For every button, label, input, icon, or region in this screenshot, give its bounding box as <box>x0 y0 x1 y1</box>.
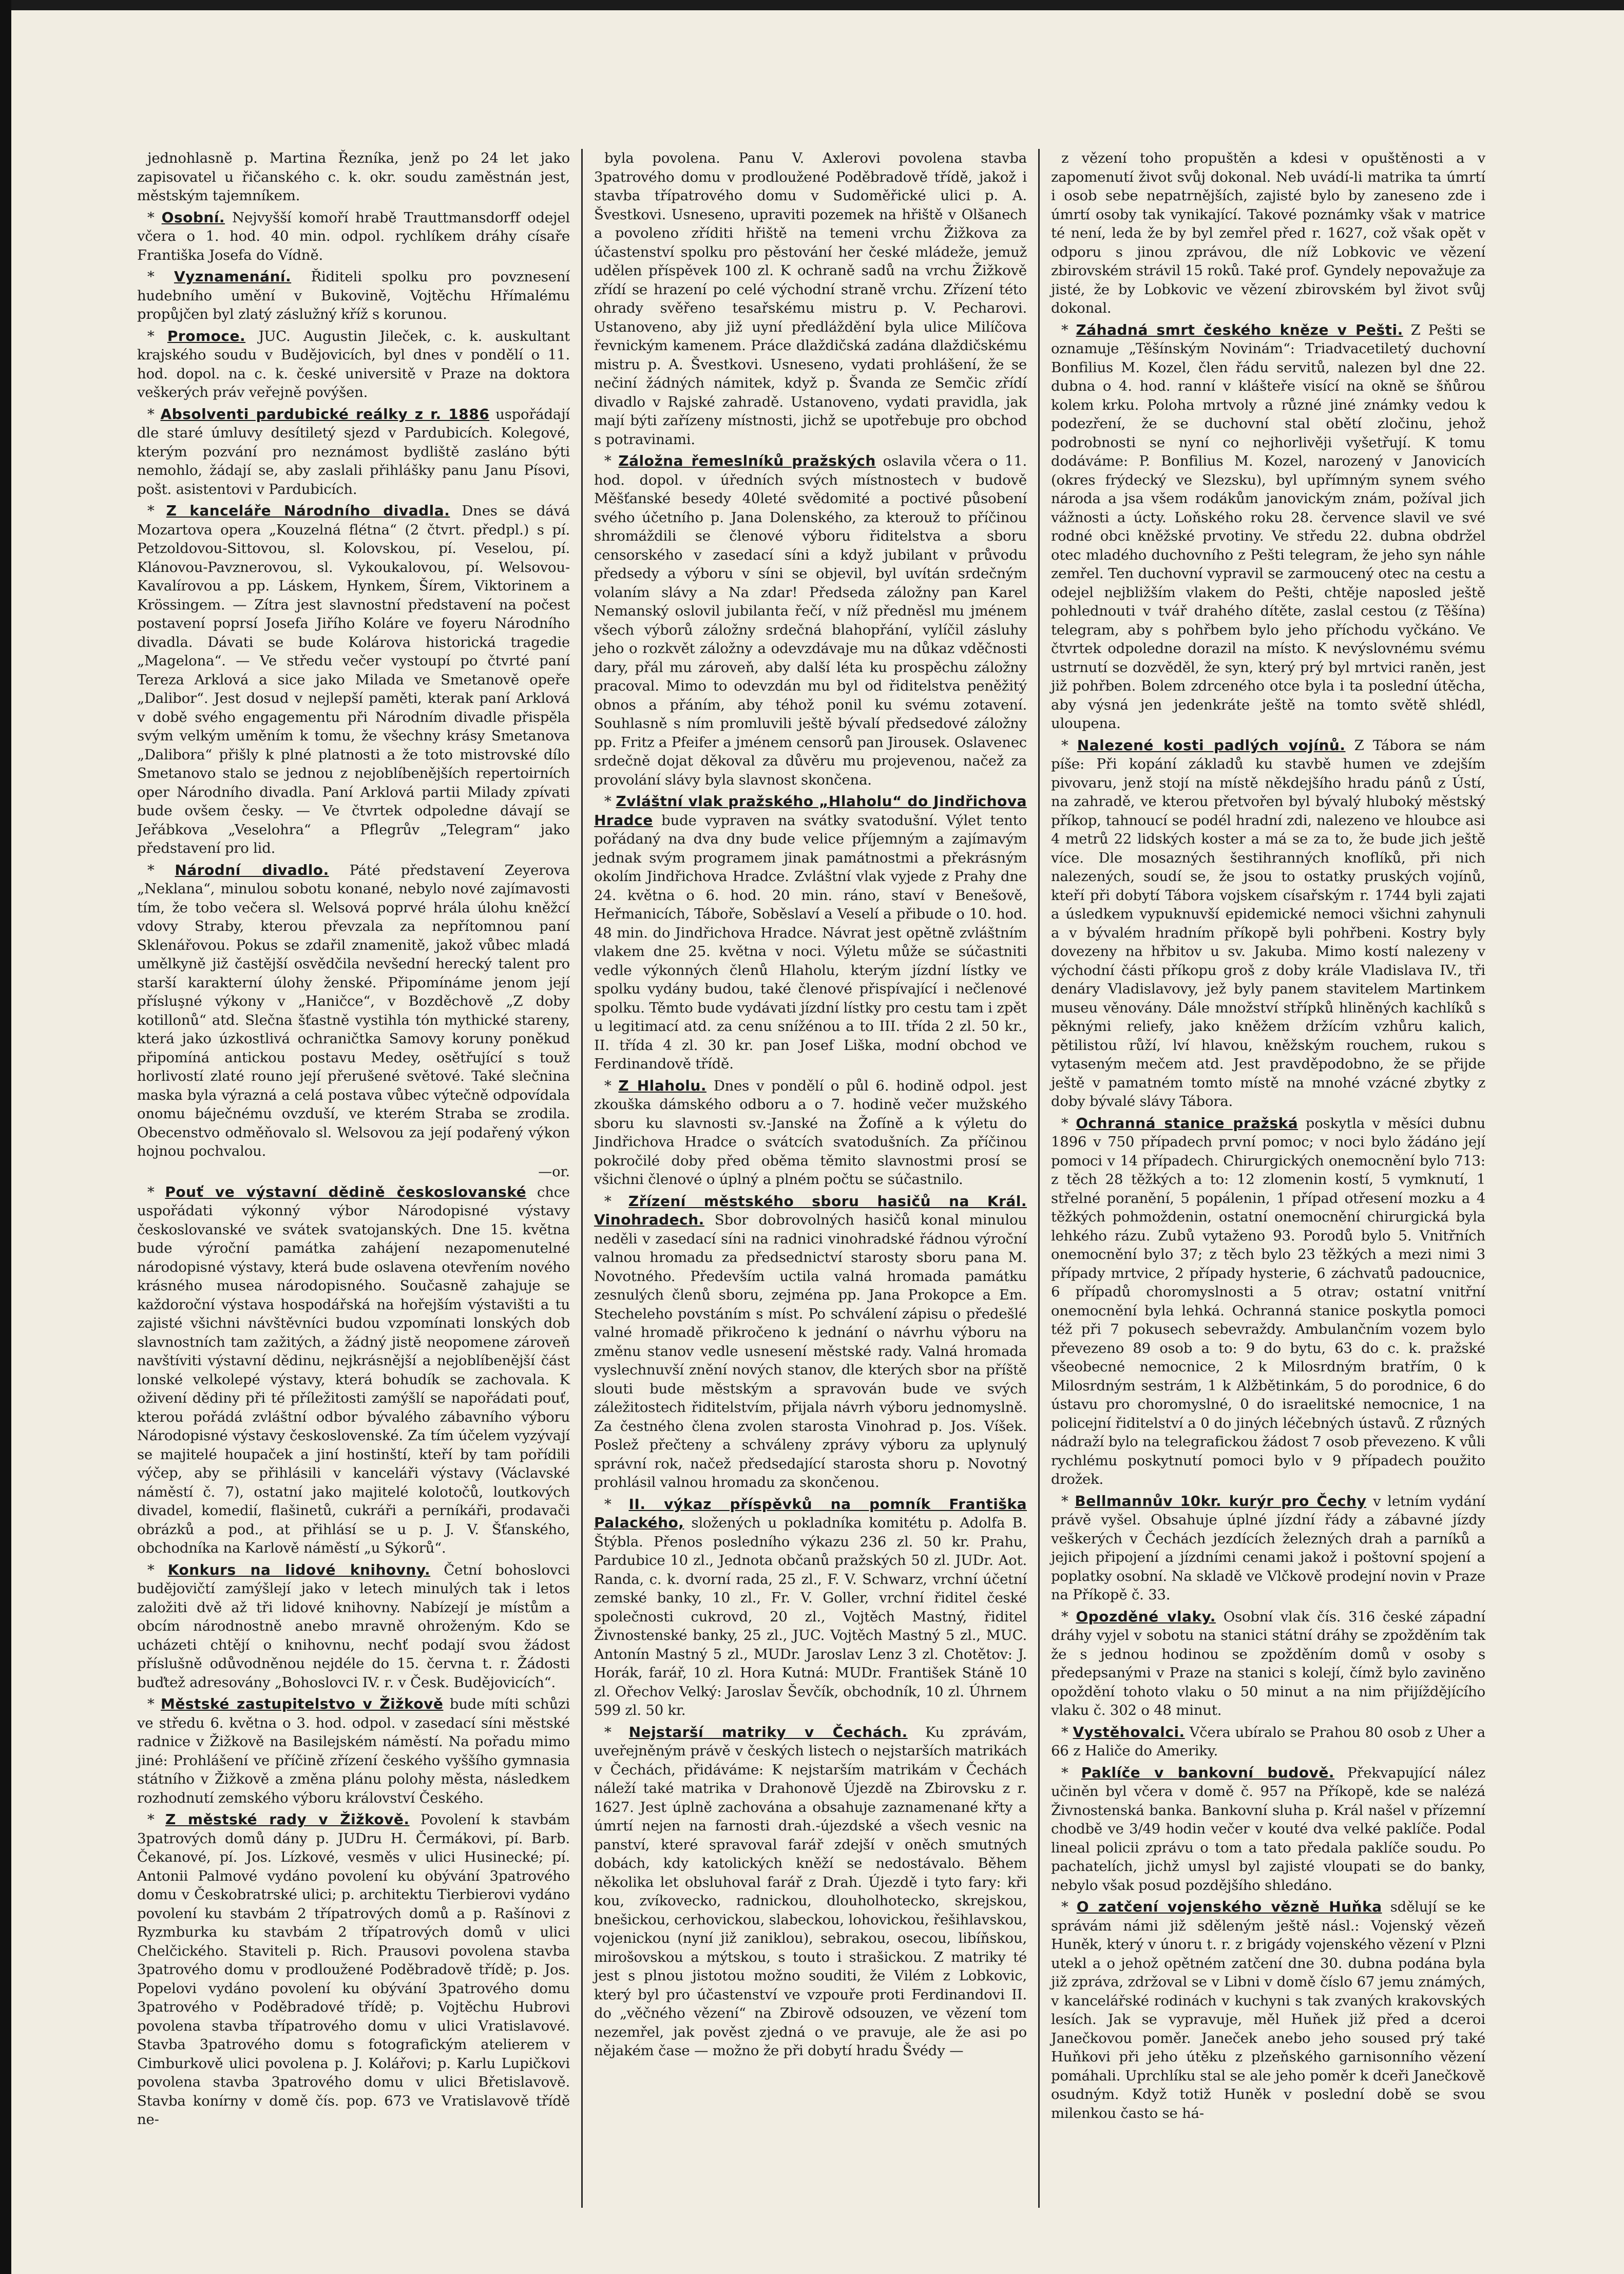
article-paragraph <box>137 861 570 1161</box>
article-paragraph <box>137 208 570 265</box>
article-paragraph <box>1051 1898 1485 2123</box>
article-paragraph <box>137 327 570 402</box>
article-paragraph <box>1051 736 1485 1111</box>
article-text: Překvapující nález učiněn byl včera v domě č. 957 na Příkopě, kde se nalézá Živnostenská banka. Bankovní sluha p. Král našel v přízemní chodbě ve 3/49 hodin večer v kouté dva velké paklíče. Podal lineal policii zprávu o tom a tato předala paklíče soudu. Po pachatelích, jichž umysl byl zajisté vloupati se do banky, nebylo však posud pozdějšího shledáno. <box>1051 1764 1485 1894</box>
article-text: Z Pešti se oznamuje „Těšínským Novinám“: Triadvacetiletý duchovní Bonfilius M. Kozel, člen řádu servitů, nalezen byl dne 22. dubna o 4. hod. ranní v klášteře visící na okně se šňůrou kolem krku. Poloha mrtvoly a různé jiné známky vedou k podezření, že se duchovní stal obětí zločinu, jehož podrobnosti se nyní co nejhorlivěji vyšetřují. K tomu dodáváme: P. Bonfilius M. Kozel, narozený v Janovicích (okres frýdecký ve Slezsku), byl upřímným synem svého národa a jsa všem rodákům janovickým znám, požíval jich vážnosti a úcty. Loňského roku 28. července slavil ve své rodné obci kněžské prvotiny. Ve středu 22. dubna obdržel otec mladého duchovního z Pešti telegram, že jeho syn náhle zemřel. Ten duchovní vypravil se zarmoucený otec na cestu a odejel nejbližším vlakem do Pešti, chtěje naposled ještě pohlednouti v tvář drahého dítěte, zaslal cestou (z Těšína) telegram, aby s pohřbem bylo jeho příchodu vyčkáno. Ve čtvrtek odpoledne dorazil na místo. K nevýslovnému svému ustrnutí se dozvěděl, že syn, který prý byl mrtvici raněn, jest již pohřben. Bolem zdrceného otce byla i ta poslední útěcha, aby výsná jen jedenkráte ještě na tomto světě shlédl, uloupena. <box>1051 321 1485 732</box>
article-heading: Vystěhovalci. <box>1073 1723 1185 1741</box>
article-marker: * <box>1061 1764 1081 1781</box>
article-paragraph <box>1051 149 1485 318</box>
article-heading: Nalezené kosti padlých vojínů. <box>1077 736 1346 754</box>
article-marker: * <box>1061 1608 1076 1625</box>
article-text: z vězení toho propuštěn a kdesi v opuštěnosti a v zapomenutí život svůj dokonal. Neb uvádí-li matrika ta úmrtí i osob sebe nepatrnějších, zajisté bylo by zaneseno zde i úmrtí osoby tak vynikající. Takové poznámky však v matrice té není, leda že by byl zemřel před r. 1627, což však opět v odporu s jinou zprávou, dle níž Lobkovic ve vězení zbirovském strávil 15 roků. Také prof. Gyndely nepovažuje za jisté, že by Lobkovic ve vězení zbirovském byl život svůj dokonal. <box>1051 150 1485 316</box>
article-paragraph <box>1051 1114 1485 1489</box>
article-heading: Z městské rady v Žižkově. <box>165 1811 410 1828</box>
article-marker: * <box>604 793 616 810</box>
article-heading: Národní divadlo. <box>175 861 329 878</box>
article-marker: * <box>147 269 174 285</box>
article-marker: * <box>147 1183 165 1200</box>
article-paragraph <box>1051 1723 1485 1761</box>
article-text: Ku zprávám, uveřejněným právě v českých listech o nejstarších matrikách v Čechách, přidáváme: K nejstarším matrikám v Čechách náleží také matrika v Drahonově Újezdě na Zbirovsku z r. 1627. Jest úplně zachována a obsahuje zaznamenané křty a úmrtí nejen na farnosti drah.-újezdské a všech vesnic na panství, které spravoval farář zdejší v oněch smutných dobách, kdy katolických kněží se nedostávalo. Během několika let obsluhoval farář z Drah. Újezdě i tyto fary: kři kou, zvíkovecko, radnickou, dlouholhotecko, skrejskou, bnešickou, cerhovickou, slabeckou, lohovickou, řešihlavskou, vojenickou (nyní již zaniklou), sebrakou, osecou, libíňskou, mirošovskou a mýtskou, s touto i strašickou. Z matriky té jest s plnou jistotou možno souditi, že Vilém z Lobkovic, který byl pro účastenství ve vzpouře proti Ferdinandovi II. do „věčného vězení“ na Zbirově odsouzen, ve vězení tom nezemřel, jak pověst zjedná o ve pravuje, ale že asi po nějakém čase — možno že při dobytí hradu Švédy — <box>594 1724 1027 2059</box>
article-paragraph <box>594 1077 1027 1189</box>
article-text: uspořádají dle staré úmluvy desítiletý sjezd v Pardubicích. Kolegové, kterým pozvání pro neznámost bydliště zasláno býti nemohlo, žádají se, aby zaslali přihlášky panu Janu Písovi, pošt. asistentovi v Pardubicích. <box>137 406 570 498</box>
article-heading: II. výkaz příspěvků na pomník Františka Palackého, <box>594 1495 1027 1531</box>
article-text: Řiditeli spolku pro povznesení hudebního umění v Bukovině, Vojtěchu Hřímalému propůjčen byl zlatý záslužný kříž s korunou. <box>137 269 570 322</box>
article-text: bude vypraven na svátky svatodušní. Výlet tento pořádaný na dva dny bude velice příjemným a zajímavým jednak svým programem jinak památnostmi a překrásným okolím Jindřichova Hradce. Zvláštní vlak vyjede z Prahy dne 24. května o 6. hod. 20 min. ráno, staví v Benešově, Heřmanicích, Táboře, Soběslaví a Veselí a přibude o 10. hod. 48 min. do Jindřichova Hradce. Návrat jest opětně zvláštním vlakem dne 25. května v noci. Výletu může se súčastniti vedle výkonných členů Hlaholu, kterým jízdní lístky ve spolku vydány budou, také členové přispívající i nečlenové spolku. Těmto bude vydávati jízdní lístky pro cestu tam i zpět u legitimací atd. za cenu snížénou a to III. třída 2 zl. 50 kr., II. třída 4 zl. 30 kr. pan Josef Liška, modní obchod ve Ferdinandově třídě. <box>594 812 1027 1072</box>
article-signature <box>137 1164 570 1180</box>
article-paragraph <box>594 149 1027 449</box>
article-marker: * <box>147 1561 168 1578</box>
article-heading: Zvláštní vlak pražského „Hlaholu“ do Jindřichova Hradce <box>594 793 1027 829</box>
article-text: Sbor dobrovolných hasičů konal minulou neděli v zasedací síni na radnici vinohradské řádnou výroční valnou hromadu za předsednictví starosty sboru pana M. Novotného. Především uctila valná hromada památku zesnulých členů sboru, zejména pp. Jana Prokopce a Em. Stecheleho povstáním s míst. Po schválení zápisu o předešlé valné hromadě přikročeno k jednání o návrhu výboru na změnu stanov vedle usnesení městské rady. Valná hromada vyslechnuvší znění nových stanov, dle kterých sbor na příště slouti bude městským a spravován bude ve svých záležitostech řiditelstvím, přijala návrh výboru jednomyslně. Za čestného člena zvolen starosta Vinohrad p. Jos. Víšek. Poslež přečteny a schváleny zprávy výboru za uplynulý správní rok, načež předsedající starosta shoru p. Novotný prohlásil valnou hromadu za skončenou. <box>594 1212 1027 1490</box>
article-paragraph <box>594 452 1027 789</box>
article-heading: Vyznamenání. <box>174 268 292 285</box>
article-marker: * <box>1061 1724 1073 1741</box>
article-paragraph <box>594 1495 1027 1720</box>
article-heading: Ochranná stanice pražská <box>1076 1114 1298 1132</box>
article-heading: Z kanceláře Národního divadla. <box>166 502 450 519</box>
article-heading: Nejstarší matriky v Čechách. <box>628 1723 908 1741</box>
article-marker: * <box>1061 737 1077 754</box>
article-text: v letním vydání právě vyšel. Obsahuje úplné jízdní řády a zábavné jízdy veškerých v Čechách jezdících železných drah a parníků a jejich připojení a jízdními cenami jakož i poštovní spojení a poplatky osobní. Na skladě ve Vlčkově prodejní novin v Praze na Příkopě č. 33. <box>1051 1493 1485 1603</box>
article-text: JUC. Augustin Jileček, c. k. auskultant krajského soudu v Budějovicích, byl dnes v pondělí o 11. hod. dopol. na c. k. české universitě v Praze na doktora veškerých práv veřejně povýšen. <box>137 328 570 400</box>
article-marker: * <box>1061 321 1076 338</box>
article-heading: Městské zastupitelstvo v Žižkově <box>160 1695 444 1712</box>
article-paragraph <box>594 792 1027 1074</box>
article-heading: Záložna řemeslníků pražských <box>618 452 876 469</box>
article-heading: Osobní. <box>161 208 225 226</box>
article-text: složených u pokladníka komitétu p. Adolfa B. Štýbla. Přenos posledního výkazu 236 zl. 50 kr. Prahu, Pardubice 10 zl., Jednota občanů pražských 50 zl. JUDr. Aot. Randa, c. k. dvorní rada, 25 zl., F. V. Schwarz, vrchní účetní zemské banky, 10 zl., Fr. V. Goller, vrchní řiditel české společnosti cukrovd, 20 zl., Vojtěch Mastný, řiditel Živnostenské banky, 25 zl., JUC. Vojtěch Mastný 5 zl., MUC. Antonín Mastný 5 zl., MUDr. Jaroslav Lenz 3 zl. Chotětov: J. Horák, farář, 10 zl. Hora Kutná: MUDr. František Stáně 10 zl. Ořechov Velký: Jaroslav Ševčík, obchodník, 10 zl. Úhrnem 599 zl. 50 kr. <box>594 1515 1027 1718</box>
article-paragraph <box>1051 1764 1485 1895</box>
article-text: Včera ubíralo se Prahou 80 osob z Uher a 66 z Haliče do Ameriky. <box>1051 1724 1486 1759</box>
article-marker: * <box>604 1496 629 1513</box>
article-text: bude míti schůzi ve středu 6. května o 3. hod. odpol. v zasedací síni městské radnice v Žižkově na Basilejském náměstí. Na pořadu mimo jiné: Prohlášení ve příčině zřízení českého vyššího gymnasia státního v Žižkově a změna plánu polohy města, následkem rozhodnutí zemského výboru království Českého. <box>137 1696 570 1806</box>
article-marker: * <box>1061 1899 1077 1915</box>
article-text: Dnes v pondělí o půl 6. hodině odpol. jest zkouška dámského odboru a o 7. hodině večer mužského sboru ku slavnosti sv.-Janské na Žofíně a k výletu do Jindřichova Hradce o svátcích svatodušních. Za příčinou pokročilé doby před oběma těmito slavnostmi prosí se všichni členové o úplný a plném počtu se súčastnilo. <box>594 1077 1027 1188</box>
article-heading: Absolventi pardubické reálky z r. 1886 <box>160 405 490 423</box>
article-marker: * <box>147 406 161 423</box>
article-paragraph <box>137 502 570 858</box>
article-text: oslavila včera o 11. hod. dopol. v úředních svých místnostech v budově Měšťanské besedy 40leté svědomité a poctivé působení svého účetního p. Jana Dolenského, za kterouž to příčinou shromáždili se členové výboru řiditelstva a sboru censorského v zasedací síni a když jubilant v průvodu předsedy a výboru v síni se objevil, byl uvítán srdečným volaním slávy a Na zdar! Předseda záložny pan Karel Nemanský oslovil jubilanta řečí, v níž předněsl mu jménem všech výborů záložny srdečná blahopřání, vylíčil zásluhy jeho o rozkvět záložny a odevzdávaje mu na důkaz vděčnosti dary, přál mu zároveň, aby další léta ku prospěchu záložny pracoval. Mimo to odevzdán mu byl od řiditelstva peněžitý obnos a přáním, aby téhož ponil ku svému zotavení. Souhlasně s ním promluvili ještě bývalí předsedové záložny pp. Fritz a Pfeifer a jménem censorů pan Jirousek. Oslavenec srdečně dojat děkoval za důvěru mu projevenou, načež za provolání slávy byla slavnost skončena. <box>594 453 1027 788</box>
article-marker: * <box>147 328 167 345</box>
column-1 <box>126 149 583 2208</box>
article-text: Páté představení Zeyerova „Neklana“, minulou sobotu konané, nebylo nové zajímavosti tím, že tobo večera sl. Welsová poprvé hrála úlohu kněžcí vdovy Straby, kterou převzala za nepřítomnou paní Sklenářovou. Pokus se zdařil znamenitě, jakož vůbec mladá umělkyně již častější osvědčila nevšední herecký talent pro starší karakterní úlohy ženské. Připomínáme jenom její přísluşné výkony v „Haničce“, v Bozděchově „Z doby kotillonů“ atd. Slečna šťastně vystihla tón mythické stareny, která jako úzkostlivá ochraničtka Samovy koruny poněkud připomíná antickou postavu Medey, osětřující s touž horlivostí zlaté rouno její přerušené světové. Také slečnina maska byla výrazná a celá postava vůbec výtečně odpovídala onomu báječnému ovzduší, ve kterém Straba se zrodila. Obecenstvo odměňovalo sl. Welsovou za její podařený výkon hojnou pochvalou. <box>137 862 570 1159</box>
article-marker: * <box>147 503 166 519</box>
article-text: Z Tábora se nám píše: Při kopání základů ku stavbě humen ve zdejším pivovaru, jenž stojí na místě někdejšího hradu pánů z Ústí, na zahradě, ve kterou přetvořen byl bývalý hluboký městský příkop, tahnoucí se podél hradní zdi, nalezeno ve hloubce asi 4 metrů 22 lidských koster a má se za to, že bude jich ještě více. Dle mosazných šestihranných knoflíků, při nich nalezených, soudí se, že jsou to ostatky pruských vojínů, kteří při dobytí Tábora vojskem císařským r. 1744 byli zajati a úsledkem vypuknuvší epidemické nemoci všichni zahynuli a v bývalém hradním příkopě byli pohřbeni. Kostry byly dovezeny na hřbitov u sv. Jakuba. Mimo kostí nalezeny v východní části příkopu groš z doby krále Vladislava IV., tři denáry Vladislavovy, jež byly panem stavitelem Martinkem museu věnovány. Dále množství střípků hliněných kachlíků s pěknými reliefy, jako kněžem držícím vzhůru kalich, pětilistou růží, lví hlavou, kněžským rouchem, rukou s vytaseným mečem atd. Jest pravděpodobno, že se přijde ještě v pamatném tomto místě na mnohé vzácné zbytky z doby bývalé slávy Tábora. <box>1051 737 1485 1110</box>
article-text: Povolení k stavbám 3patrových domů dány p. JUDru H. Čermákovi, pí. Barb. Čekanové, pí. Jos. Lízkové, vesměs v ulici Husinecké; pí. Antonii Palmové vydáno povolení ku obývání 3patrového domu v Českobratrské ulici; p. architektu Tierbierovi vydáno povolení ku stavbám 2 třípatrových domů a p. Rašínovi z Ryzmburka ku stavbám 2 třípatrových domů v ulici Chelčického. Staviteli p. Rich. Prausovi povolena stavba 3patrového domu v prodloužené Poděbradově třídě; p. Jos. Popelovi vydáno povolení ku obývání 3patrového domu 3patrového v Poděbradové třídě; p. Vojtěchu Hubrovi povolena stavba třípatrového domu v ulici Vratislavové. Stavba 3patrového domu s fotografickým atelierem v Cimburkově ulici povolena p. J. Kolářovi; p. Karlu Lupičkovi povolena stavba 3patrového domu v ulici Břetislavově. Stavba konírny v domě čís. pop. 673 ve Vratislavově třídě ne- <box>137 1811 570 2128</box>
article-text: poskytla v měsíci dubnu 1896 v 750 případech první pomoc; v noci bylo žádáno její pomoci v 14 případech. Chirurgických onemocnění bylo 713: z těch 28 těžkých a to: 12 zlomenin kostí, 5 vymknutí, 1 střelné poranění, 5 popálenin, 1 případ otřesení mozku a 4 těžkých pohmoždenin, ostatní onemocnění chirurgická byla lehkého rázu. Zubů vytaženo 93. Porodů bylo 5. Vnitřních onemocnění bylo 37; z těch bylo 23 těžkých a mezi nimi 3 případy mrtvice, 2 případy hysterie, 6 záchvatů padoucnice, 6 případů choromyslnosti a 5 otrav; ostatní vnitřní onemocnění byla lehká. Ochranná stanice poskytla pomoci též při 7 pokusech sebevraždy. Ambulančním vozem bylo převezeno 89 osob a to: 9 do bytu, 63 do c. k. pražské všeobecné nemocnice, 2 k Milosrdným bratřím, 0 k Milosrdným sestrám, 1 k Alžbětinkám, 5 do porodnice, 6 do ústavu pro choromyslné, 0 do israelitské nemocnice, 1 na policejní řiditelství a 0 do jiných léčebných ústavů. Z různých nádraží bylo na telegrafickou žádost 7 osob převezeno. K vůli rychlému poskytnutí pomoci bylo v 9 případech použito drožek. <box>1051 1115 1485 1487</box>
article-heading: Záhadná smrt českého kněze v Pešti. <box>1076 321 1403 338</box>
article-paragraph <box>594 1192 1027 1492</box>
article-paragraph <box>1051 321 1485 733</box>
article-text: jednohlasně p. Martina Řezníka, jenž po 24 let jako zapisovatel u řičanského c. k. okr. soudu zaměstnán jest, městským tajemníkem. <box>137 150 570 204</box>
article-marker: * <box>604 1077 619 1094</box>
article-paragraph <box>1051 1492 1485 1604</box>
article-heading: Promoce. <box>167 327 246 345</box>
article-text: Nejvyšší komoří hrabě Trauttmansdorff odejel včera o 1. hod. 40 min. odpol. rychlíkem dráhy císaře Františka Josefa do Vídně. <box>137 209 570 263</box>
article-paragraph <box>137 149 570 205</box>
article-heading: Opozděné vlaky. <box>1076 1608 1216 1625</box>
article-paragraph <box>137 405 570 499</box>
column-2 <box>583 149 1040 2208</box>
scan-edge-left <box>0 0 11 2274</box>
article-marker: * <box>1061 1115 1076 1132</box>
article-marker: * <box>604 453 619 469</box>
scan-edge-top <box>0 0 1624 10</box>
article-text: sdělují se ke správám námi již sděleným ještě násl.: Vojenský vězeň Huněk, který v únoru t. r. z brigády vojenského vězení v Plzni utekl a o jehož opětném zatčení dne 30. dubna podána byla již zpráva, zdržoval se v Libni v domě číslo 67 jemu známých, v kancelářské rodinách v kuchyni s tak zvaných krakovských lesích. Jak se vypravuje, měl Huňek již před a dceroi Janečkovou poměr. Janeček anebo jeho soused prý také Huňkovi při jeho útěku z plzeňského garnisonního vězení pomáhali. Uprchlíku stal se ale jeho poměr k dceři Janečkově osudným. Když totiž Huněk v poslední době se svou milenkou často se há- <box>1051 1899 1486 2122</box>
article-marker: * <box>604 1724 629 1741</box>
article-marker: * <box>1061 1493 1075 1509</box>
article-marker: * <box>147 209 162 226</box>
column-3 <box>1040 149 1497 2208</box>
article-marker: * <box>147 862 175 878</box>
article-text: byla povolena. Panu V. Axlerovi povolena stavba 3patrového domu v prodloužené Poděbradově třídě, jakož i stavba třípatrového domu v Sudoměřické ulici p. A. Švestkovi. Usneseno, upraviti pozemek na hřiště v Olšanech a povoleno zříditi hřiště na temeni vrchu Žižkova za účastenství spolku pro pěstování her české mládeže, jemuž udělen příspěvek 100 zl. K ochraně sadů na vrchu Žižkově zřídí se hrazení po celé východní straně vrchu. Zřízení této ohrady svěřeno tesařskému mistru p. V. Pecharovi. Ustanoveno, aby již uyní předláždění byla ulice Milíčova řevnickým kamenem. Práce dlaždičská zadána dlaždičskému mistru p. A. Švestkovi. Usneseno, vydati prohlášení, že se nečiní žádných námitek, když p. Švanda ze Semčic zřídí divadlo v Rajské zahradě. Ustanoveno, vydati pravidla, jak mají býti zařízeny místnosti, jichž se upotřebuje pro obchod s potravinami. <box>594 150 1027 448</box>
text-columns <box>126 149 1497 2208</box>
article-heading: Konkurs na lidové knihovny. <box>167 1561 431 1578</box>
article-text: Dnes se dává Mozartova opera „Kouzelná flétna“ (2 čtvrt. předpl.) s pí. Petzoldovou-Sittovou, sl. Kolovskou, pí. Veselou, pí. Klánovou-Pavznerovou, sl. Vykoukalovou, pí. Welsovou-Kavalírovou a pp. Láskem, Hynkem, Šírem, Viktorinem a Krössingem. — Zítra jest slavnostní představení na počest postavení poprsí Josefa Jiřího Koláre ve foyeru Národního divadla. Dávati se bude Kolárova historická tragedie „Magelona“. — Ve středu večer vystoupí po čtvrté paní Tereza Arklová a sice jako Milada ve Smetanově opeře „Dalibor“. Jest dosud v nejlepší paměti, kterak paní Arklová v době svého engagementu při Národním divadle přispěla svým velkým uměním k tomu, že všechny krásy Smetanova „Dalibora“ přišly k plné platnosti a že toto mistrovské dílo Smetanovo stalo se jednou z nejoblíbenějších repertoirních oper Národního divadla. Paní Arklová partii Milady zpívati bude ovšem česky. — Ve čtvrtek odpoledne dávají se Jeřábkova „Veselohra“ a Pflegrův „Telegram“ jako představení pro lid. <box>137 503 570 856</box>
article-paragraph <box>137 1810 570 2129</box>
article-paragraph <box>137 267 570 324</box>
article-text: chce uspořádati výkonný výbor Národopisné výstavy českoslovanské ve svátek svatojanských. Dne 15. května bude výroční památka zahájení nezapomenutelné národopisné výstavy, která bude oslavena otevřením nového krásného musea národopisného. Současně zahajuje se každoroční výstava hospodářská na hořejším výstavišti a tu zajisté všichni návštěvníci budou vzpomínati lonských dob slavnostních tam zažitých, a žádný jistě neopomene zároveň navštíviti výstavní dědinu, nejkrásnější a nejoblíbenější část lonské velkolepé výstavy, která bohudík se zachovala. K oživení dědiny při té příležitosti zamýšlí se napořádati pouť, kterou pořádá zvláštní odbor bývalého zábavního výboru Národopisné výstavy československé. Za tím účelem vyzývají se majitelé houpaček a jiní hostinští, kteří by tam pořídili výčep, aby se přihlásili v kanceláři výstavy (Václavské náměstí č. 7), ostatní jako majitelé kolotočů, loutkových divadel, komedií, flašinetů, cukráři a perníkáři, prodavači obrázků a pod., at přihlásí se u p. J. V. Šťanského, obchodníka na Karlově náměstí „u Sýkorů“. <box>137 1183 570 1556</box>
article-paragraph <box>594 1723 1027 2060</box>
article-heading: Zřízení městského sboru hasičů na Král. Vinohradech. <box>594 1192 1027 1228</box>
article-paragraph <box>137 1561 570 1692</box>
article-paragraph <box>1051 1608 1485 1720</box>
article-heading: O zatčení vojenského vězně Huňka <box>1076 1898 1382 1915</box>
article-heading: Bellmannův 10kr. kurýr pro Čechy <box>1075 1492 1367 1509</box>
article-marker: * <box>147 1811 165 1828</box>
article-text: Četní bohoslovci budějovičtí zamýšlejí jako v letech minulých tak i letos založiti dvě až tři lidové knihovny. Nabízejí je místům a obcím národnostně anebo mravně ohroženým. Kdo se ucházeti chtějí o knihovnu, nechť podají svou žádost příslušně odůvodněnou nejdéle do 15. června t. r. Žádosti buďtež adresovány „Bohoslovci IV. r. v Česk. Budějovicích“. <box>137 1561 570 1691</box>
article-heading: Pouť ve výstavní dědině českoslovanské <box>165 1183 527 1200</box>
article-heading: Paklíče v bankovní budově. <box>1081 1764 1335 1781</box>
article-paragraph <box>137 1183 570 1558</box>
article-heading: Z Hlaholu. <box>618 1077 706 1094</box>
article-marker: * <box>604 1193 628 1210</box>
article-marker: * <box>147 1696 161 1712</box>
article-paragraph <box>137 1695 570 1807</box>
article-text: —or. <box>538 1163 570 1180</box>
article-text: Osobní vlak čís. 316 české západní dráhy vyjel v sobotu na stanici státní dráhy se zpožděním tak že s jednou hodinou se zpožděním domů v osoby s předepsanými v Praze na stanici s kolejí, čímž bylo zaviněno opoždění tohoto vlaku o 50 minut a na nim přijíždějícího vlaku č. 302 o 48 minut. <box>1051 1608 1485 1718</box>
